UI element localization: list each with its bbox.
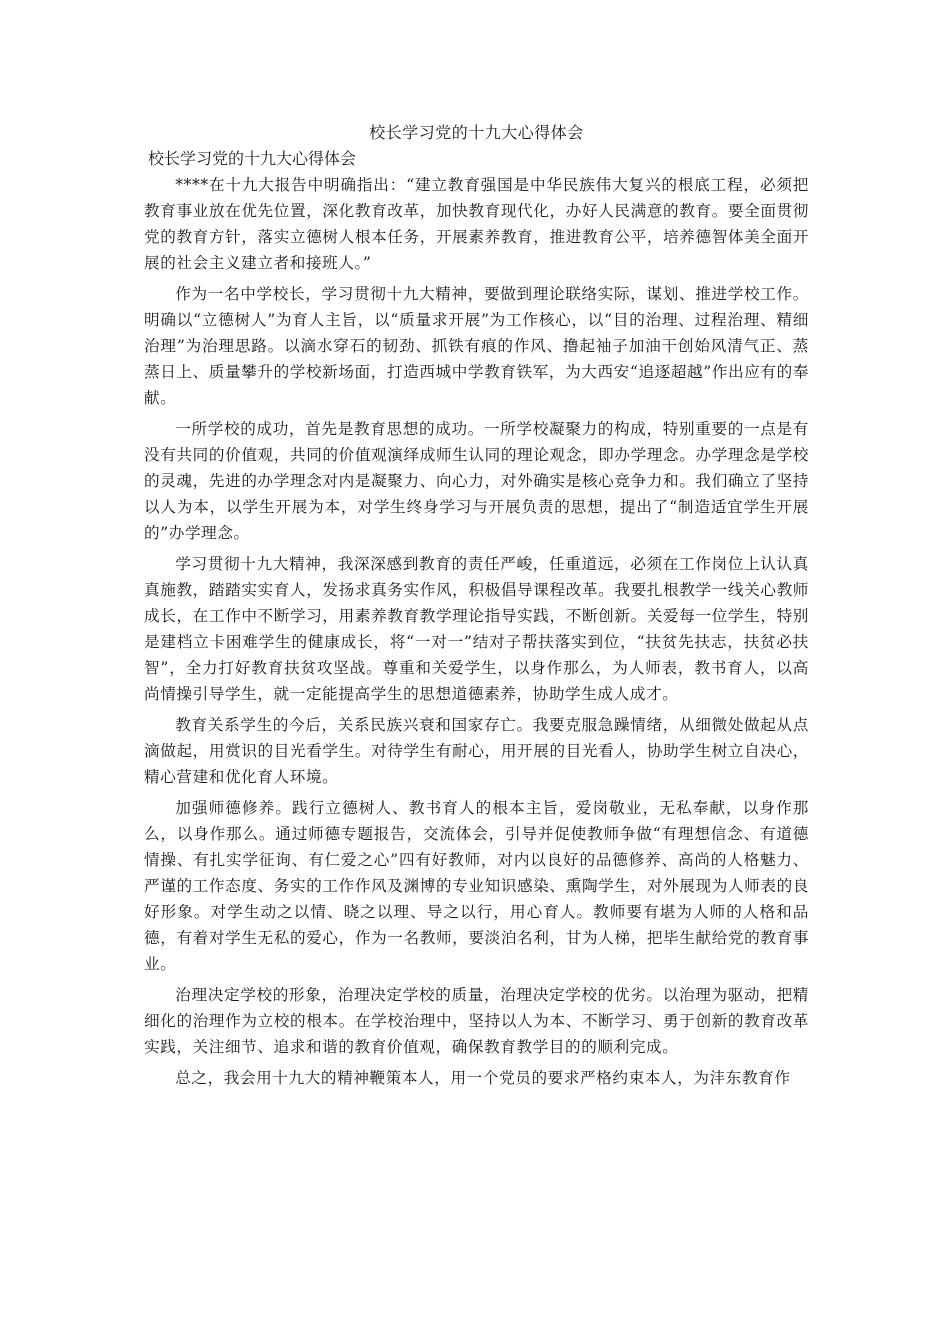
paragraph-5: 教育关系学生的今后，关系民族兴衰和国家存亡。我要克服急躁情绪，从细微处做起从点滴做起，用赏识的目光看学生。对待学生有耐心，用开展的目光看人，协助学生树立自决心，精心营建和优化育人环境。 [144,716,809,786]
paragraph-7: 治理决定学校的形象，治理决定学校的质量，治理决定学校的优劣。以治理为驱动，把精细化的治理作为立校的根本。在学校治理中，坚持以人为本、不断学习、勇于创新的教育改革实践，关注细节、追求和谐的教育价值观，确保教育教学目的的顺利完成。 [144,986,809,1056]
paragraph-1: ****在十九大报告中明确指出：“建立教育强国是中华民族伟大复兴的根底工程，必须把教育事业放在优先位置，深化教育改革，加快教育现代化，办好人民满意的教育。要全面贯彻党的教育方针，落实立德树人根本任务，开展素养教育，推进教育公平，培养德智体美全面开展的社会主义建立者和接班人。” [144,176,809,272]
document-subtitle: 校长学习党的十九大心得体会 [148,149,357,168]
document-title: 校长学习党的十九大心得体会 [369,123,584,142]
paragraph-6: 加强师德修养。践行立德树人、教书育人的根本主旨，爱岗敬业，无私奉献，以身作那么，以身作那么。通过师德专题报告，交流体会，引导并促使教师争做“有理想信念、有道德情操、有扎实学征询、有仁爱之心”四有好教师，对内以良好的品德修养、高尚的人格魅力、严谨的工作态度、务实的工作作风及渊博的专业知识感染、熏陶学生，对外展现为人师表的良好形象。对学生动之以情、晓之以理、导之以行，用心育人。教师要有堪为人师的人格和品德，有着对学生无私的爱心，作为一名教师，要淡泊名利，甘为人梯，把毕生献给党的教育事业。 [144,799,809,973]
document-page [144,120,809,1096]
paragraph-2: 作为一名中学校长，学习贯彻十九大精神，要做到理论联络实际，谋划、推进学校工作。明确以“立德树人”为育人主旨，以“质量求开展”为工作核心，以“目的治理、过程治理、精细治理”为治理思路。以滴水穿石的韧劲、抓铁有痕的作风、撸起袖子加油干创始风清气正、蒸蒸日上、质量攀升的学校新场面，打造西城中学教育铁军，为大西安“追逐超越”作出应有的奉献。 [144,285,809,407]
paragraph-4: 学习贯彻十九大精神，我深深感到教育的责任严峻，任重道远，必须在工作岗位上认认真真施教，踏踏实实育人，发扬求真务实作风，积极倡导课程改革。我要扎根教学一线关心教师成长，在工作中不断学习，用素养教育教学理论指导实践，不断创新。关爱每一位学生，特别是建档立卡困难学生的健康成长，将“一对一”结对子帮扶落实到位，“扶贫先扶志，扶贫必扶智”，全力打好教育扶贫攻坚战。尊重和关爱学生，以身作那么，为人师表，教书育人，以高尚情操引导学生，就一定能提高学生的思想道德素养，协助学生成人成才。 [144,555,809,703]
paragraph-8: 总之，我会用十九大的精神鞭策本人，用一个党员的要求严格约束本人，为沣东教育作 [175,1069,791,1087]
paragraph-3: 一所学校的成功，首先是教育思想的成功。一所学校凝聚力的构成，特别重要的一点是有没有共同的价值观，共同的价值观演绎成师生认同的理论观念，即办学理念。办学理念是学校的灵魂，先进的办学理念对内是凝聚力、向心力，对外确实是核心竞争力和。我们确立了坚持以人为本，以学生开展为本，对学生终身学习与开展负责的思想，提出了“制造适宜学生开展的”办学理念。 [144,420,809,542]
